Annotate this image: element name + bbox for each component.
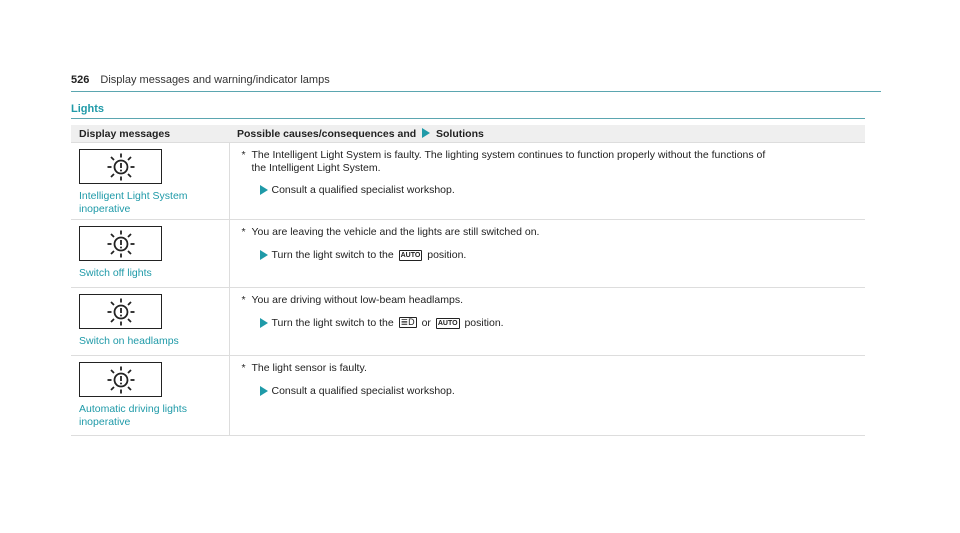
col-header-solutions-prefix: Possible causes/consequences and xyxy=(237,127,417,140)
light-malfunction-icon xyxy=(106,152,136,182)
asterisk-marker: * xyxy=(241,226,246,238)
warning-lamp-box xyxy=(79,149,162,184)
cause-text xyxy=(238,149,858,174)
asterisk-marker: * xyxy=(241,362,246,374)
cause-text xyxy=(238,362,858,375)
col-header-solutions-suffix: Solutions xyxy=(436,127,484,140)
action-label: position. xyxy=(464,316,504,329)
action-label: Consult a qualified specialist workshop. xyxy=(271,384,455,397)
message-label xyxy=(79,190,221,215)
action-text xyxy=(238,249,858,262)
triangle-bullet-icon xyxy=(260,318,268,328)
message-cell xyxy=(71,143,229,220)
warning-lamp-box xyxy=(79,226,162,261)
display-messages-table xyxy=(71,125,865,436)
solution-cell xyxy=(229,143,865,220)
action-label: Consult a qualified specialist workshop. xyxy=(271,184,455,196)
table-header-row xyxy=(71,125,865,143)
cause-text xyxy=(238,294,858,307)
cause-line: the Intelligent Light System. xyxy=(251,161,381,174)
page-header-title: Display messages and warning/indicator lamps xyxy=(100,74,330,86)
cause-line: The Intelligent Light System is faulty. The lighting system continues to function properly without the functions of xyxy=(251,149,766,161)
auto-light-symbol-icon: AUTO xyxy=(437,319,458,327)
page-header xyxy=(71,73,881,92)
page-number: 526 xyxy=(71,74,90,86)
action-label: position. xyxy=(427,248,467,261)
message-cell xyxy=(71,288,229,356)
col-header-messages: Display messages xyxy=(71,125,229,143)
warning-lamp-box xyxy=(79,362,162,397)
triangle-bullet-icon xyxy=(422,128,430,138)
section-title: Lights xyxy=(71,102,865,119)
cause-text xyxy=(238,226,858,239)
action-label: or xyxy=(421,316,431,329)
message-label-line: Intelligent Light System xyxy=(79,190,188,202)
action-label: Turn the light switch to the xyxy=(271,316,394,329)
solution-cell xyxy=(229,220,865,288)
action-text xyxy=(238,184,858,197)
message-label-line: inoperative xyxy=(79,415,131,428)
message-cell xyxy=(71,220,229,288)
cause-line: The light sensor is faulty. xyxy=(251,362,367,374)
message-label: Switch on headlamps xyxy=(79,335,179,347)
action-text xyxy=(238,385,858,398)
message-label: Switch off lights xyxy=(79,267,152,279)
asterisk-marker: * xyxy=(241,149,246,161)
dipped-beam-symbol-icon: ≣D xyxy=(400,316,415,327)
triangle-bullet-icon xyxy=(260,250,268,260)
col-header-solutions xyxy=(229,125,865,143)
warning-lamp-box xyxy=(79,294,162,329)
light-malfunction-icon xyxy=(106,229,136,259)
table-row xyxy=(71,356,865,436)
message-label xyxy=(79,403,221,428)
action-label: Turn the light switch to the xyxy=(271,248,394,261)
action-text xyxy=(238,317,858,330)
asterisk-marker: * xyxy=(241,294,246,306)
triangle-bullet-icon xyxy=(260,386,268,396)
table-row xyxy=(71,288,865,356)
solution-cell xyxy=(229,356,865,436)
message-label-line: inoperative xyxy=(79,202,131,215)
light-malfunction-icon xyxy=(106,365,136,395)
table-row xyxy=(71,143,865,220)
solution-cell xyxy=(229,288,865,356)
message-cell xyxy=(71,356,229,436)
message-label-line: Automatic driving lights xyxy=(79,403,187,415)
table-row xyxy=(71,220,865,288)
triangle-bullet-icon xyxy=(260,185,268,195)
cause-line: You are leaving the vehicle and the lights are still switched on. xyxy=(251,226,540,238)
light-malfunction-icon xyxy=(106,297,136,327)
cause-line: You are driving without low-beam headlamps. xyxy=(251,294,463,306)
auto-light-symbol-icon: AUTO xyxy=(400,251,421,259)
